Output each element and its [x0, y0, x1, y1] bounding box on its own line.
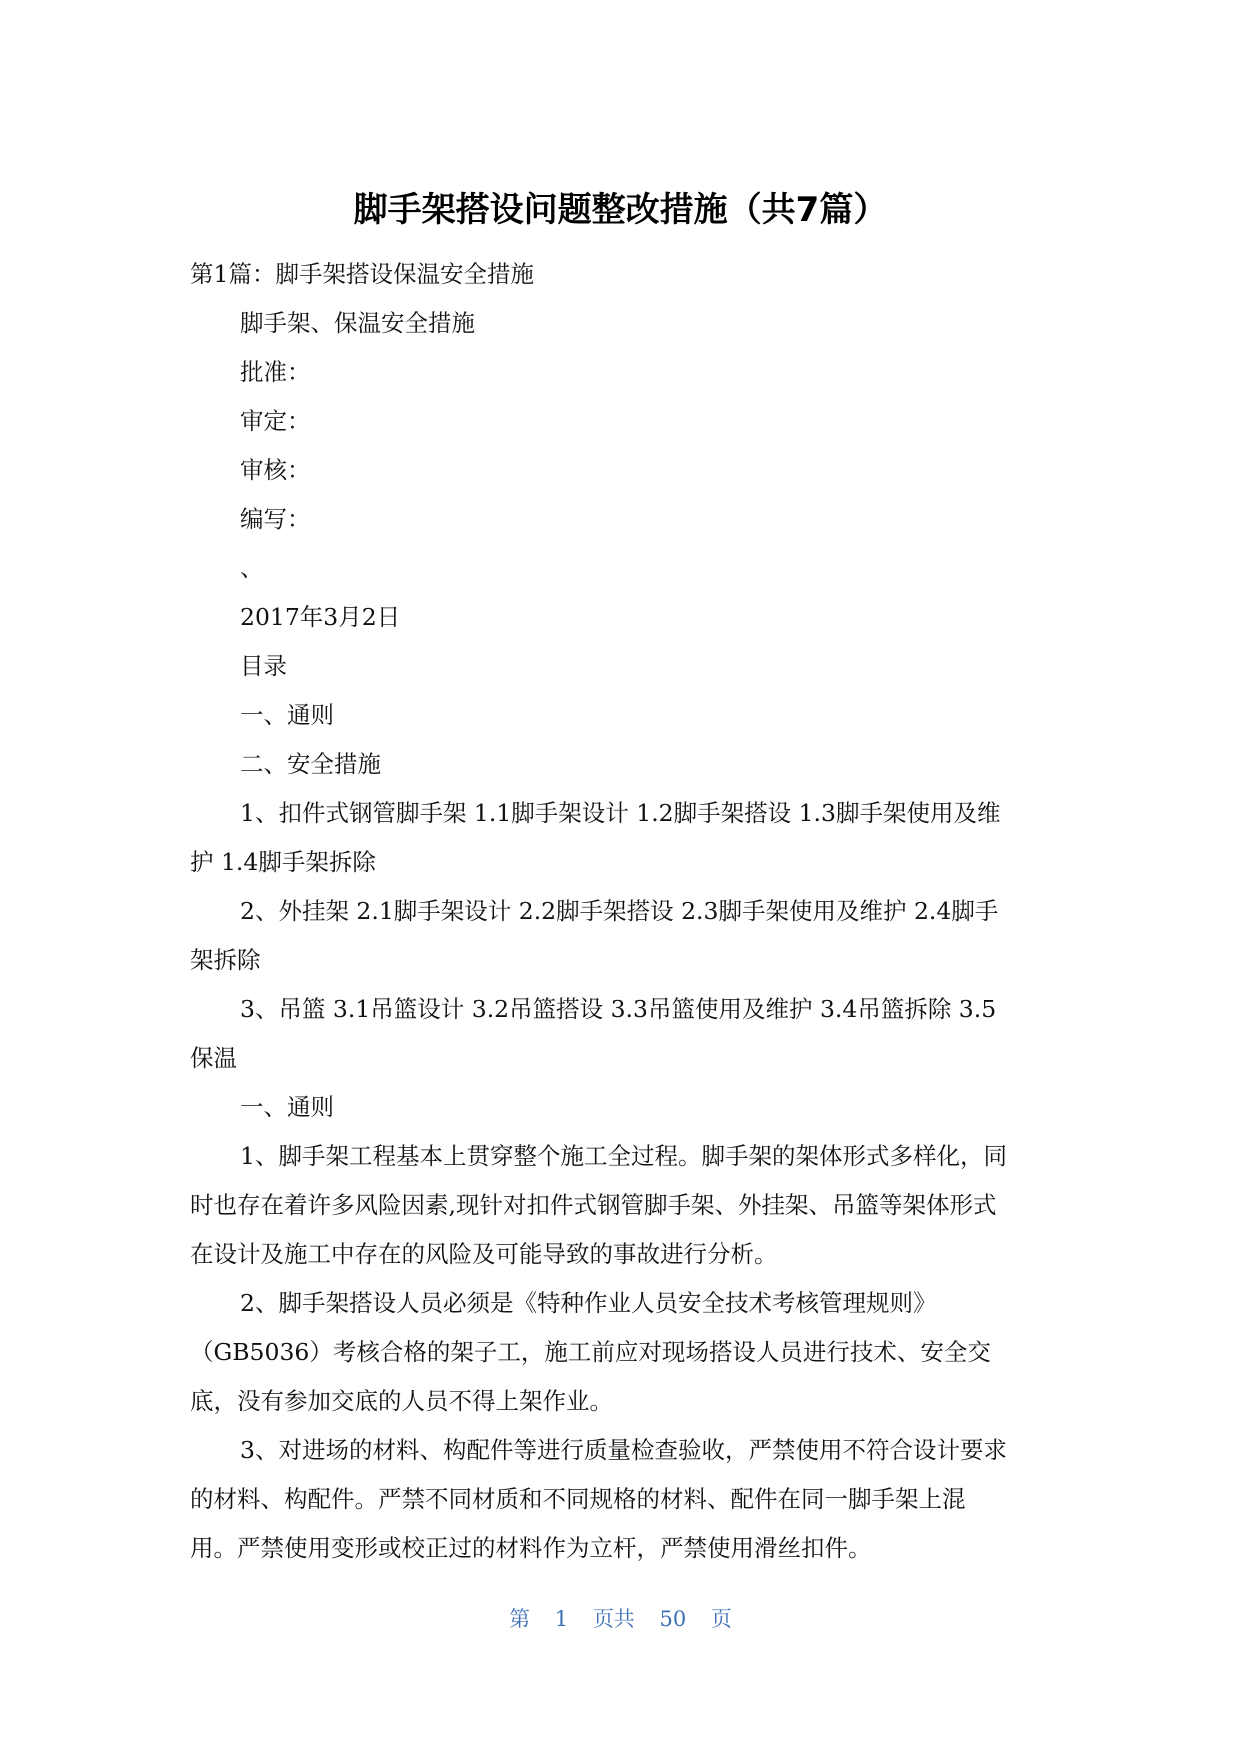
- total-page-count: 50: [659, 1607, 687, 1631]
- text-line: 、: [240, 554, 264, 582]
- current-page-number: 1: [554, 1607, 569, 1631]
- paragraph-line: 的材料、构配件。严禁不同材质和不同规格的材料、配件在同一脚手架上混: [190, 1485, 966, 1513]
- text-line: 脚手架、保温安全措施: [240, 309, 475, 337]
- toc-item: 二、安全措施: [240, 750, 381, 778]
- paragraph-line: 用。严禁使用变形或校正过的材料作为立杆，严禁使用滑丝扣件。: [190, 1534, 872, 1562]
- footer-suffix: 页: [710, 1607, 732, 1631]
- document-date: 2017年3月2日: [240, 603, 401, 631]
- toc-item-continuation: 保温: [190, 1044, 237, 1072]
- toc-item: 一、通则: [240, 701, 334, 729]
- approval-label: 批准：: [240, 358, 311, 386]
- section-heading: 第1篇：脚手架搭设保温安全措施: [190, 260, 534, 288]
- footer-prefix: 第: [509, 1607, 531, 1631]
- toc-item-continuation: 护 1.4脚手架拆除: [190, 848, 376, 876]
- document-body: [190, 250, 1060, 1573]
- review-label: 审核：: [240, 456, 311, 484]
- page-footer: [0, 1603, 1241, 1633]
- footer-middle: 页共: [592, 1607, 635, 1631]
- verification-label: 审定：: [240, 407, 311, 435]
- toc-heading: 目录: [240, 652, 287, 680]
- section-heading: 一、通则: [240, 1093, 334, 1121]
- author-label: 编写：: [240, 505, 311, 533]
- paragraph-line: 2、脚手架搭设人员必须是《特种作业人员安全技术考核管理规则》: [240, 1289, 937, 1317]
- toc-item-continuation: 架拆除: [190, 946, 261, 974]
- paragraph-line: 1、脚手架工程基本上贯穿整个施工全过程。脚手架的架体形式多样化，同: [240, 1142, 1007, 1170]
- paragraph-line: （GB5036）考核合格的架子工，施工前应对现场搭设人员进行技术、安全交: [190, 1338, 991, 1366]
- paragraph-line: 3、对进场的材料、构配件等进行质量检查验收，严禁使用不符合设计要求: [240, 1436, 1007, 1464]
- toc-item: 2、外挂架 2.1脚手架设计 2.2脚手架搭设 2.3脚手架使用及维护 2.4脚手: [240, 897, 999, 925]
- document-title: 脚手架搭设问题整改措施（共7篇）: [353, 190, 888, 230]
- paragraph-line: 时也存在着许多风险因素,现针对扣件式钢管脚手架、外挂架、吊篮等架体形式: [190, 1191, 997, 1219]
- paragraph-line: 在设计及施工中存在的风险及可能导致的事故进行分析。: [190, 1240, 778, 1268]
- toc-item: 1、扣件式钢管脚手架 1.1脚手架设计 1.2脚手架搭设 1.3脚手架使用及维: [240, 799, 1001, 827]
- toc-item: 3、吊篮 3.1吊篮设计 3.2吊篮搭设 3.3吊篮使用及维护 3.4吊篮拆除 3.5: [240, 995, 997, 1023]
- paragraph-line: 底，没有参加交底的人员不得上架作业。: [190, 1387, 613, 1415]
